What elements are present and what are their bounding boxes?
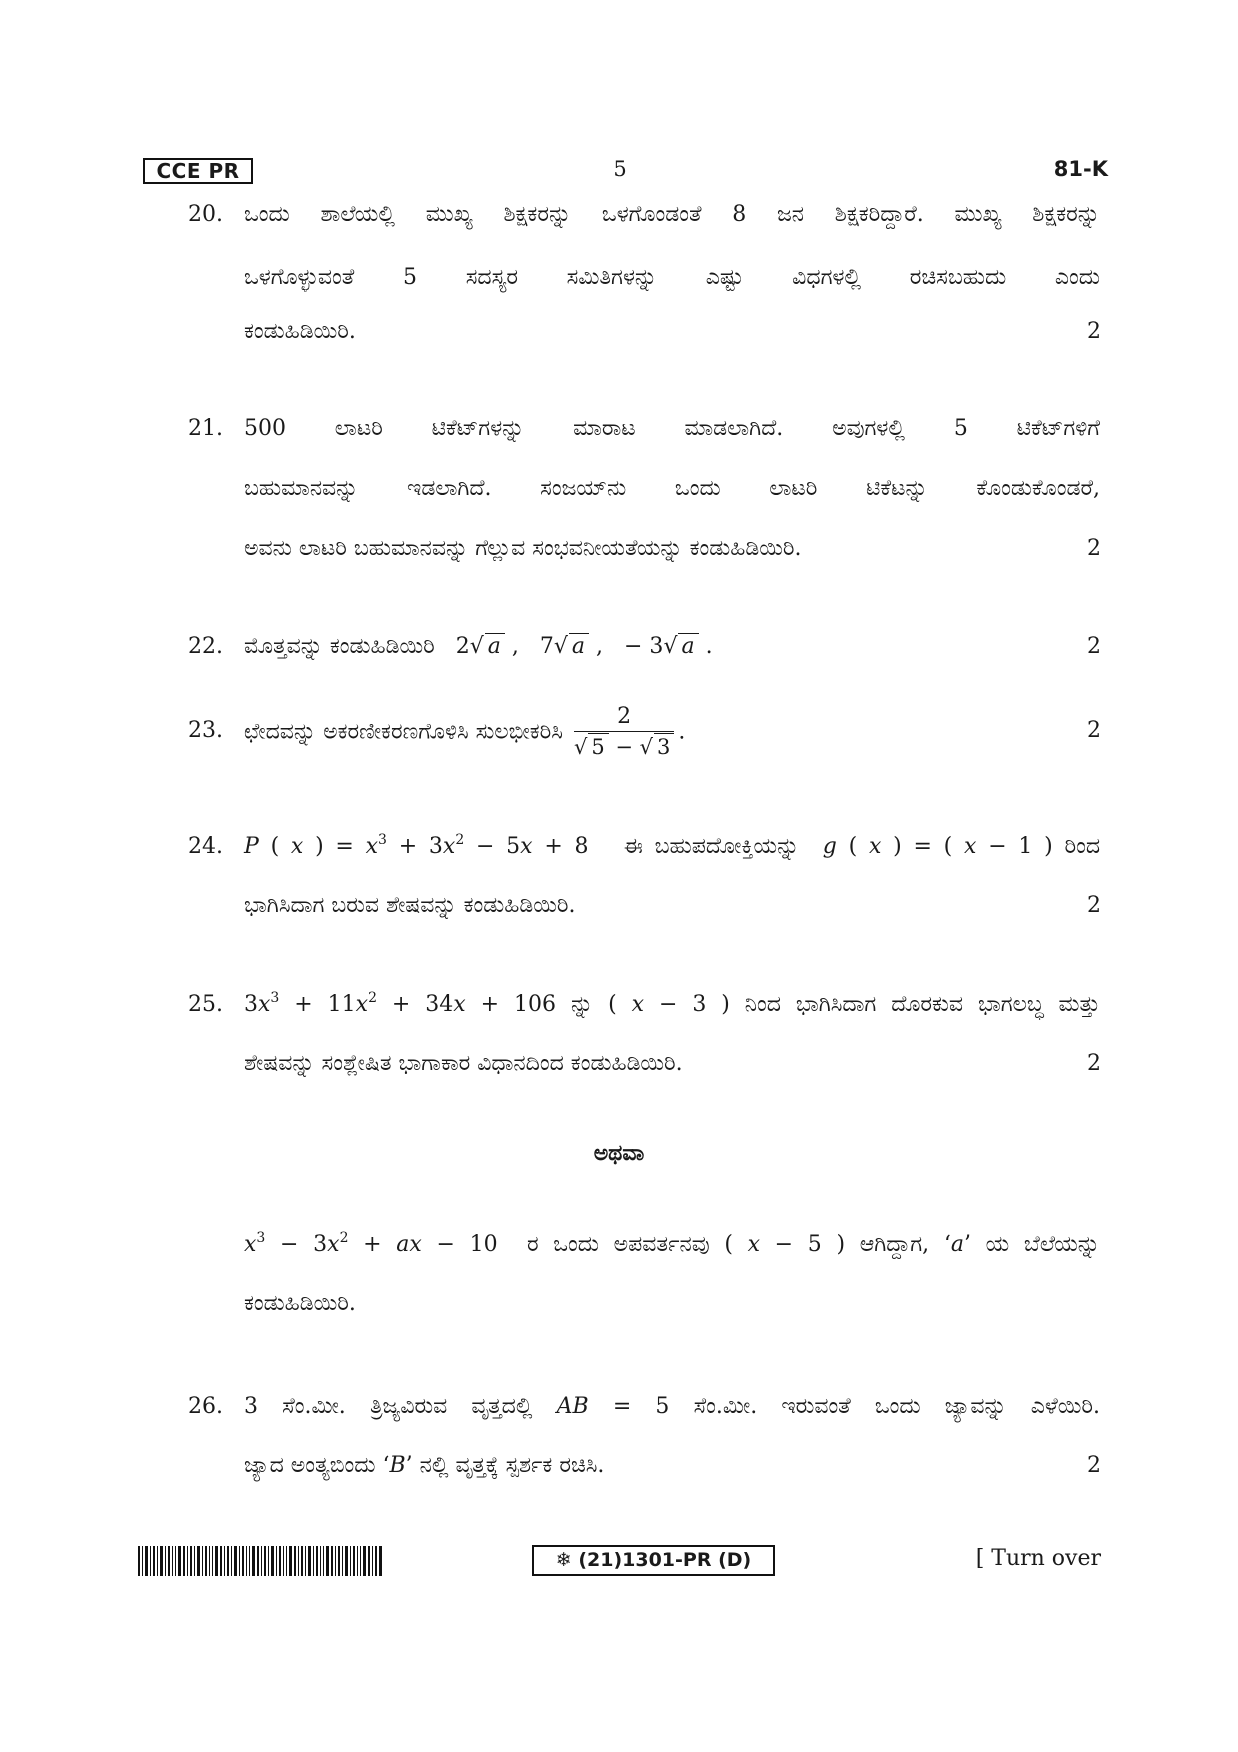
page-number: 5 — [613, 157, 627, 181]
marks: 2 — [1087, 718, 1101, 743]
question-number: 26. — [188, 1394, 223, 1419]
question-text: ಮೊತ್ತವನ್ನು ಕಂಡುಹಿಡಿಯಿರಿ — [244, 634, 435, 659]
question-text-line: 500 ಲಾಟರಿ ಟಿಕೆಟ್‌ಗಳನ್ನು ಮಾರಾಟ ಮಾಡಲಾಗಿದೆ. ಅವುಗಳಲ್ಲಿ 5 ಟಿಕೆಟ್‌ಗಳಿಗೆ — [244, 416, 1100, 441]
radicand: a — [485, 633, 505, 660]
question-text: ಸೆಂ.ಮೀ. ಇರುವಂತೆ ಒಂದು ಜ್ಯಾವನ್ನು ಎಳೆಯಿರಿ. — [693, 1394, 1100, 1419]
question-text-line: ಜ್ಯಾದ ಅಂತ್ಯಬಿಂದು ‘B’ ನಲ್ಲಿ ವೃತ್ತಕ್ಕೆ ಸ್ಪರ್ಶಕ ರಚಿಸಿ. — [244, 1453, 605, 1478]
divisor: ( x − 3 ) — [608, 992, 730, 1017]
coefficient: − 3 — [624, 634, 664, 659]
question-text: ನಲ್ಲಿ ವೃತ್ತಕ್ಕೆ ಸ್ಪರ್ಶಕ ರಚಿಸಿ. — [419, 1453, 605, 1478]
marks: 2 — [1087, 634, 1101, 659]
question-text-line: ಒಂದು ಶಾಲೆಯಲ್ಲಿ ಮುಖ್ಯ ಶಿಕ್ಷಕರನ್ನು ಒಳಗೊಂಡಂತೆ 8 ಜನ ಶಿಕ್ಷಕರಿದ್ದಾರೆ. ಮುಖ್ಯ ಶಿಕ್ಷಕರನ್ನು — [244, 202, 1100, 227]
question-text-line: $x^3 - 3x^2$ + ax − 10 ರ ಒಂದು ಅಪವರ್ತನವು ( x − 5 ) ಆಗಿದ್ದಾಗ, ‘a’ ಯ ಬೆಲೆಯನ್ನು — [244, 1230, 1101, 1257]
question-text-line: ಒಳಗೊಳ್ಳುವಂತೆ 5 ಸದಸ್ಯರ ಸಮಿತಿಗಳನ್ನು ಎಷ್ಟು ವಿಧಗಳಲ್ಲಿ ರಚಿಸಬಹುದು ಎಂದು — [244, 265, 1100, 290]
question-number: 23. — [188, 718, 223, 743]
question-text: ಜ್ಯಾದ ಅಂತ್ಯಬಿಂದು — [244, 1453, 376, 1478]
question-text: ರ ಒಂದು ಅಪವರ್ತನವು — [526, 1232, 710, 1257]
question-text-line: ಬಹುಮಾನವನ್ನು ಇಡಲಾಗಿದೆ. ಸಂಜಯ್‌ನು ಒಂದು ಲಾಟರಿ ಟಿಕೆಟನ್ನು ಕೊಂಡುಕೊಂಡರೆ, — [244, 476, 1100, 501]
fraction — [574, 703, 674, 762]
question-text-line: ಭಾಗಿಸಿದಾಗ ಬರುವ ಶೇಷವನ್ನು ಕಂಡುಹಿಡಿಯಿರಿ. — [244, 893, 576, 918]
polynomial: $x^3 - 3x^2$ + ax − 10 — [244, 1230, 498, 1257]
question-number: 22. — [188, 634, 223, 659]
turn-over-note: [ Turn over — [975, 1546, 1101, 1571]
question-text: ನ್ನು — [570, 992, 594, 1017]
question-text: 3 ಸೆಂ.ಮೀ. ತ್ರಿಜ್ಯವಿರುವ ವೃತ್ತದಲ್ಲಿ — [244, 1394, 533, 1419]
question-text: ಆಗಿದ್ದಾಗ, — [859, 1232, 930, 1257]
marks: 2 — [1087, 1051, 1101, 1076]
paper-code: 81-K — [1053, 157, 1108, 181]
question-text-line: ಕಂಡುಹಿಡಿಯಿರಿ. — [244, 1291, 356, 1316]
question-text: ಯ ಬೆಲೆಯನ್ನು — [985, 1232, 1101, 1257]
marks: 2 — [1087, 1453, 1101, 1478]
question-text-line: 3 ಸೆಂ.ಮೀ. ತ್ರಿಜ್ಯವಿರುವ ವೃತ್ತದಲ್ಲಿ AB = 5 ಸೆಂ.ಮೀ. ಇರುವಂತೆ ಒಂದು ಜ್ಯಾವನ್ನು ಎಳೆಯಿರಿ. — [244, 1394, 1100, 1419]
question-number: 21. — [188, 416, 223, 441]
polynomial-p: P ( x ) = $x^3 + 3x^2 - 5x + 8$ — [244, 832, 589, 859]
question-text-line: ಮೊತ್ತವನ್ನು ಕಂಡುಹಿಡಿಯಿರಿ 2√ a , 7√ a , − 3√ a . — [244, 634, 713, 659]
radicand: a — [569, 633, 589, 660]
question-text-line: ಛೇದವನ್ನು ಅಕರಣೀಕರಣಗೊಳಿಸಿ ಸುಲಭೀಕರಿಸಿ $\frac{2}{√ 5 - √ 3}$ . — [244, 703, 1100, 762]
fraction-numerator: 2 — [574, 703, 674, 732]
or-heading: ಅಥವಾ — [593, 1140, 645, 1166]
question-text: ರಿಂದ — [1064, 834, 1101, 859]
question-number: 25. — [188, 992, 223, 1017]
question-text: ಈ ಬಹುಪದೋಕ್ತಿಯನ್ನು — [623, 834, 800, 859]
factor: ( x − 5 ) — [724, 1232, 846, 1257]
coefficient: 7 — [539, 634, 554, 659]
question-text-line — [244, 990, 1100, 1020]
radicand: a — [678, 633, 698, 660]
marks: 2 — [1087, 893, 1101, 918]
question-text-line — [244, 832, 1100, 862]
snowflake-icon: ❄ — [555, 1549, 572, 1571]
question-text-line: ಅವನು ಲಾಟರಿ ಬಹುಮಾನವನ್ನು ಗೆಲ್ಲುವ ಸಂಭವನೀಯತೆಯನ್ನು ಕಂಡುಹಿಡಿಯಿರಿ. — [244, 536, 802, 561]
marks: 2 — [1087, 536, 1101, 561]
question-number: 24. — [188, 834, 223, 859]
fraction-denominator: √ 5 − √ 3 — [574, 732, 674, 762]
question-text-line: ಕಂಡುಹಿಡಿಯಿರಿ. — [244, 319, 356, 344]
coefficient: 2 — [455, 634, 470, 659]
footer-code: (21)1301-PR (D) — [578, 1549, 752, 1571]
question-text-line: ಶೇಷವನ್ನು ಸಂಶ್ಲೇಷಿತ ಭಾಗಾಕಾರ ವಿಧಾನದಿಂದ ಕಂಡುಹಿಡಿಯಿರಿ. — [244, 1051, 683, 1076]
footer-paper-code — [532, 1545, 775, 1576]
question-text: ನಿಂದ ಭಾಗಿಸಿದಾಗ ದೊರಕುವ ಭಾಗಲಬ್ಧ ಮತ್ತು — [744, 992, 1100, 1017]
question-text: ಛೇದವನ್ನು ಅಕರಣೀಕರಣಗೊಳಿಸಿ ಸುಲಭೀಕರಿಸಿ — [244, 719, 563, 745]
barcode — [138, 1546, 382, 1576]
marks: 2 — [1087, 319, 1101, 344]
polynomial: $3x^3 + 11x^2 + 34x + 106$ — [244, 990, 556, 1017]
question-number: 20. — [188, 202, 223, 227]
divisor-g: g ( x ) = ( x − 1 ) — [822, 834, 1053, 859]
header-code-box: CCE PR — [143, 158, 253, 184]
